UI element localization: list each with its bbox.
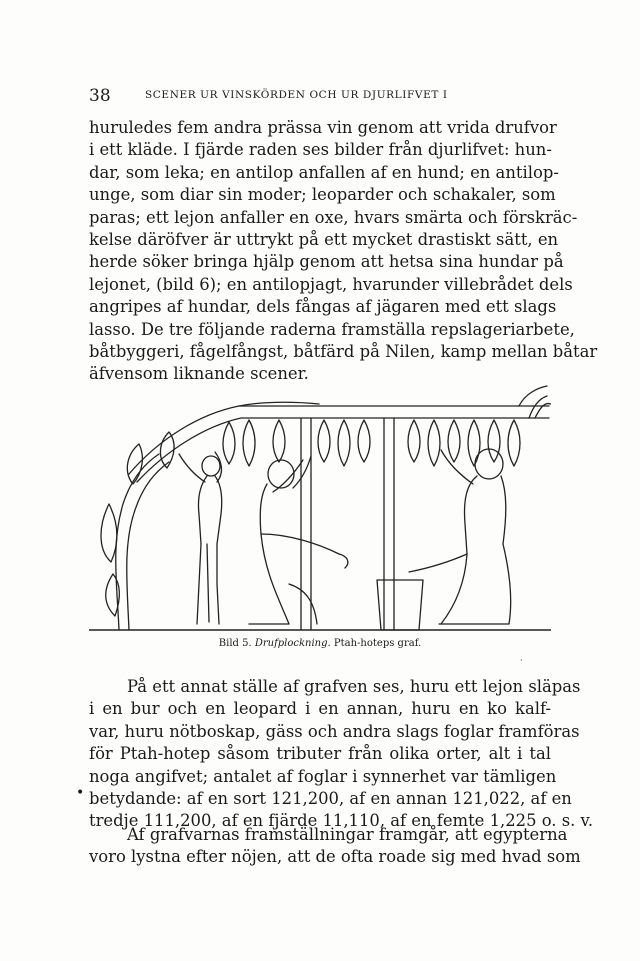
page-number: 38 [89,86,111,106]
text-line: dar, som leka; en antilop anfallen af en hund; en antilop- [89,162,559,182]
text-line: kelse däröfver är uttrykt på ett mycket drastiskt sätt, en [89,229,559,249]
text-line: unge, som diar sin moder; leoparder och schakaler, som [89,185,556,205]
arbor-beam [129,402,549,482]
paragraph-2 [89,676,594,833]
paragraph-1 [89,117,598,386]
kneeling-figure [249,456,348,624]
text-line: herde söker bringa hjälp genom att hetsa sina hundar på [89,252,564,272]
text-line: På ett annat ställe af grafven ses, huru ett lejon släpas [127,677,581,696]
print-speck: · [520,656,523,665]
kneeling-figure-right [409,449,511,624]
paragraph-3 [89,824,581,869]
caption-title: Drufplockning. [254,638,331,649]
text-line: lasso. De tre följande raderna framställa repslageriarbete, [89,319,575,339]
text-line: båtbyggeri, fågelfångst, båtfärd på Nilen, kamp mellan båtar [89,341,598,361]
figure-caption [89,638,551,649]
text-line: i en bur och en leopard i en annan, huru en ko kalf- [89,699,551,719]
text-line: för Ptah-hotep såsom tributer från olika orter, alt i tal [89,744,551,764]
text-line: noga angifvet; antalet af foglar i synnerhet var tämligen [89,766,557,786]
text-line: Af grafvarnas framställningar framgår, att egypterna [127,825,568,844]
figure-grape-harvest [89,384,551,634]
vine-end-ornament [519,386,551,418]
text-line: i ett kläde. I fjärde raden ses bilder från djurlifvet: hun- [89,140,552,160]
text-line: voro lystna efter nöjen, att de ofta roade sig med hvad som [89,847,581,867]
text-line: lejonet, (bild 6); en antilopjagt, hvarunder villebrådet dels [89,274,573,294]
text-line: huruledes fem andra prässa vin genom att vrida drufvor [89,118,557,137]
text-line: tredje 111,200, af en fjärde 11,110, af en femte 1,225 o. s. v. [89,811,594,831]
running-title: SCENER UR VINSKÖRDEN OCH UR DJURLIFVET I [145,89,448,101]
text-line: angripes af hundar, dels fångas af jägaren med ett slags [89,297,557,317]
caption-prefix: Bild 5. [218,638,252,649]
vine-trunk [116,454,169,630]
arbor-post [301,418,394,630]
caption-suffix: Ptah-hoteps graf. [333,638,422,649]
text-line: paras; ett lejon anfaller en oxe, hvars smärta och förskräc- [89,207,578,227]
margin-dot: • [76,785,85,801]
vine-leaves [101,432,174,616]
running-header [89,86,550,108]
text-line: äfvensom liknande scener. [89,364,309,384]
text-line: betydande: af en sort 121,200, af en annan 121,022, af en [89,788,572,808]
text-line: var, huru nötboskap, gäss och andra slags foglar framföras [89,721,580,741]
standing-figure [179,452,222,624]
